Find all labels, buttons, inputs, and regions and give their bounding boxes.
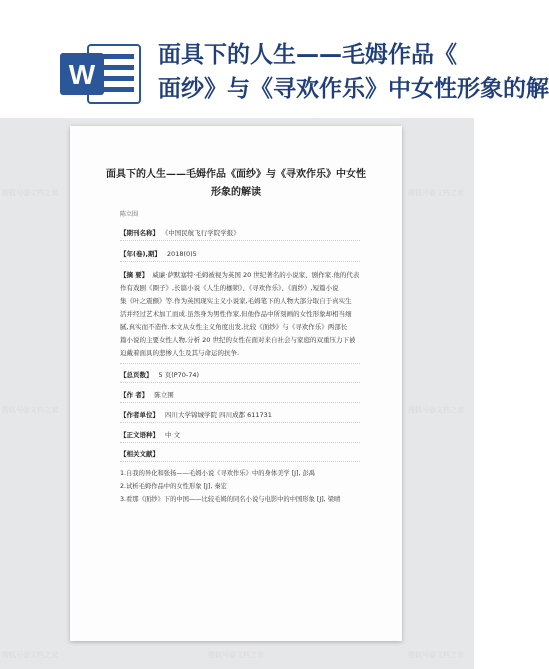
pages-label: 【总页数】 [120, 371, 153, 379]
divider [120, 261, 360, 262]
divider [120, 442, 360, 443]
abstract-line: 篇小说的主要女性人物,分析 20 世纪的女性在面对来自社会与家庭的双重压力下被 [120, 336, 356, 344]
author-label: 【作 者】 [120, 391, 149, 399]
watermark: 搜狐号@文档之家 [2, 406, 58, 414]
header [0, 0, 549, 126]
abstract-block [120, 269, 360, 360]
watermark: 搜狐号@文档之家 [408, 406, 464, 414]
document-title-line-1: 面具下的人生——毛姆作品《面纱》与《寻欢作乐》中女性 [106, 169, 366, 180]
watermark: 搜狐号@文档之家 [408, 651, 464, 659]
watermark: 搜狐号@文档之家 [208, 651, 264, 659]
affiliation-field [120, 410, 272, 419]
document-title-line-2: 形象的解读 [211, 187, 261, 198]
watermark: 搜狐号@文档之家 [2, 189, 58, 197]
reference-item: 2.试析毛姆作品中的女性形象 [J], 秦宏 [120, 483, 227, 490]
language-value: 中 文 [165, 431, 181, 439]
language-field [120, 430, 180, 439]
author-field [120, 390, 174, 399]
language-label: 【正文语种】 [120, 431, 159, 439]
related-label: 【相关文献】 [120, 450, 159, 458]
abstract-line: 作有戏剧《圈子》,长篇小说《人生的枷锁》、《寻欢作乐》、《面纱》,短篇小说 [120, 284, 339, 292]
abstract-line: 迫戴着面具的悲惨人生及其与命运的抗争. [120, 349, 240, 357]
related-literature-heading [120, 449, 165, 458]
journal-label: 【期刊名称】 [120, 229, 159, 237]
watermark: 搜狐号@文档之家 [408, 189, 464, 197]
abstract-text: 威廉·萨默塞特·毛姆被视为英国 20 世纪著名的小说家、剧作家.他的代表 [152, 271, 360, 279]
journal-value: 《中国民航飞行学院学报》 [165, 229, 240, 237]
divider [120, 363, 360, 364]
pages-field [120, 370, 199, 379]
abstract-line: 集《叶之震颤》等.作为英国现实主义小说家,毛姆笔下的人物大部分取自于真实生 [120, 297, 352, 305]
abstract-label: 【摘 要】 [120, 271, 149, 279]
divider [120, 382, 360, 383]
watermark: 搜狐号@文档之家 [2, 651, 58, 659]
document-page [70, 126, 402, 641]
journal-field [120, 228, 240, 237]
abstract-line: 腻,真实而不造作.本文从女性主义角度出发,比较《面纱》与《寻欢作乐》两部长 [120, 323, 348, 331]
divider [120, 402, 360, 403]
page-title-line-2: 面纱》与《寻欢作乐》中女性形象的解 [158, 76, 549, 102]
year-field [120, 249, 197, 258]
word-icon-letter: W [68, 59, 96, 90]
affiliation-label: 【作者单位】 [120, 411, 159, 419]
word-document-icon [60, 41, 142, 107]
year-label: 【年(卷),期】 [120, 250, 161, 258]
year-value: 2018(0)5 [166, 250, 197, 258]
abstract-line: 活并经过艺术加工而成.虽然身为男性作家,但他作品中所刻画的女性形象却相当细 [120, 310, 352, 318]
divider [120, 240, 360, 241]
abstract-line [120, 269, 360, 282]
author-name: 陈立围 [120, 211, 139, 218]
affiliation-value: 四川大学锦城学院 四川成都 611731 [165, 411, 272, 419]
divider [120, 422, 360, 423]
reference-item: 3.看那《面纱》下的中国——比较毛姆的同名小说与电影中的中国形象 [J], 梁晴 [120, 496, 341, 503]
divider [120, 461, 360, 462]
page-title-line-1: 面具下的人生——毛姆作品《 [158, 42, 457, 68]
reference-item: 1.自我的异化和张扬——毛姆小说《寻欢作乐》中的身体美学 [J], 彭禹 [120, 470, 316, 477]
author-value: 陈立围 [154, 391, 174, 399]
pages-value: 5 页(P70-74) [158, 371, 200, 379]
